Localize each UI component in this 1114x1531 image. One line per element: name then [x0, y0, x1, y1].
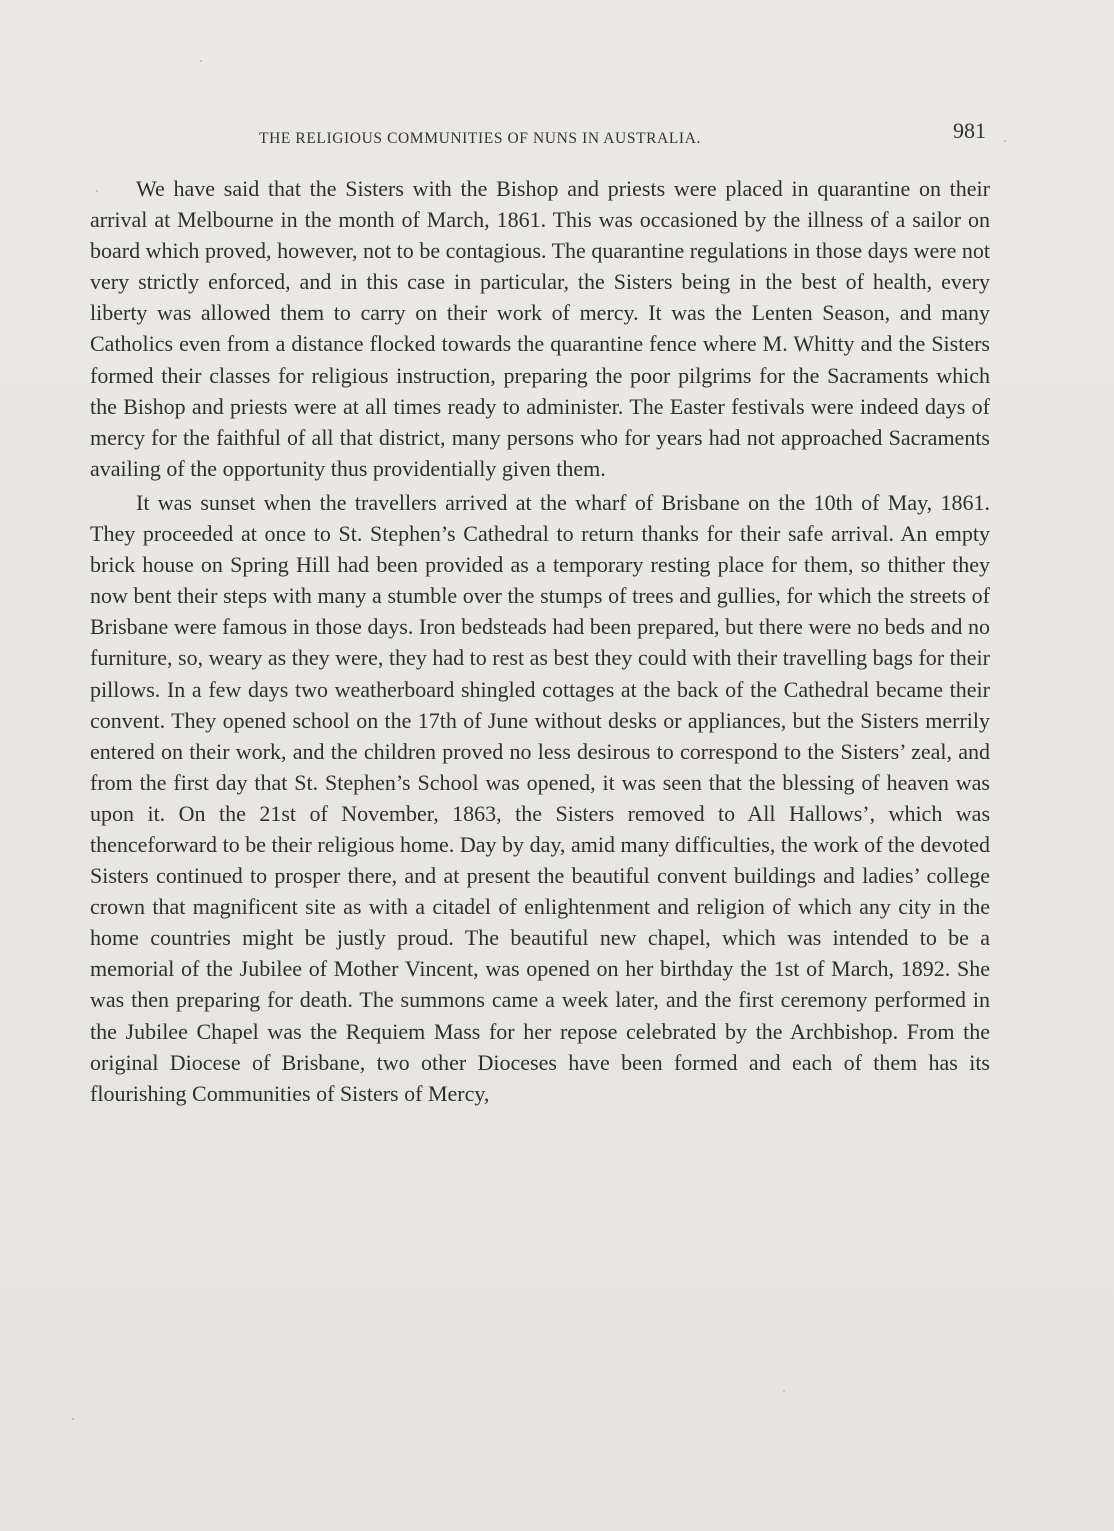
paragraph-quarantine: We have said that the Sisters with the Bishop and priests were placed in quarantine on their arrival at Melbourne in the month of March, 1861. This was occasioned by the illness of a sailor on board which proved, however, not to be contagious. The quarantine regulations in those days were not very strictly enforced, and in this case in particular, the Sisters being in the best of health, every liberty was allowed them to carry on their work of mercy. It was the Lenten Season, and many Catholics even from a distance flocked towards the quarantine fence where M. Whitty and the Sisters formed their classes for religious instruction, preparing the poor pilgrims for the Sacraments which the Bishop and priests were at all times ready to administer. The Easter festivals were indeed days of mercy for the faithful of all that district, many persons who for years had not approached Sacraments availing of the opportunity thus providentially given them.	[90, 176, 990, 481]
running-title: THE RELIGIOUS COMMUNITIES OF NUNS IN AUSTRALIA.	[259, 130, 701, 147]
paragraph-brisbane: It was sunset when the travellers arrived at the wharf of Brisbane on the 10th of May, 1861. They proceeded at once to St. Stephen’s Cathedral to return thanks for their safe arrival. An empty brick house on Spring Hill had been provided as a temporary resting place for them, so thither they now bent their steps with many a stumble over the stumps of trees and gullies, for which the streets of Brisbane were famous in those days. Iron bedsteads had been prepared, but there were no beds and no furniture, so, weary as they were, they had to rest as best they could with their travelling bags for their pillows. In a few days two weatherboard shingled cottages at the back of the Cathedral became their convent. They opened school on the 17th of June without desks or appliances, but the Sisters merrily entered on their work, and the children proved no less desirous to correspond to the Sisters’ zeal, and from the first day that St. Stephen’s School was opened, it was seen that the blessing of heaven was upon it. On the 21st of November, 1863, the Sisters removed to All Hallows’, which was thenceforward to be their religious home. Day by day, amid many difficulties, the work of the devoted Sisters continued to prosper there, and at present the beautiful convent buildings and ladies’ college crown that magnificent site as with a citadel of enlightenment and religion of which any city in the home countries might be justly proud. The beautiful new chapel, which was intended to be a memorial of the Jubilee of Mother Vincent, was opened on her birthday the 1st of March, 1892. She was then preparing for death. The summons came a week later, and the first ceremony performed in the Jubilee Chapel was the Requiem Mass for her repose celebrated by the Archbishop. From the original Diocese of Brisbane, two other Dioceses have been formed and each of them has its flourishing Communities of Sisters of Mercy,	[90, 489, 990, 1106]
paper-speck	[200, 60, 202, 62]
paper-speck	[1004, 140, 1006, 142]
paper-speck	[96, 190, 98, 192]
body-text	[90, 173, 990, 1109]
paper-speck	[72, 1418, 74, 1420]
page-number: 981	[953, 118, 986, 143]
paper-speck	[783, 1390, 785, 1392]
